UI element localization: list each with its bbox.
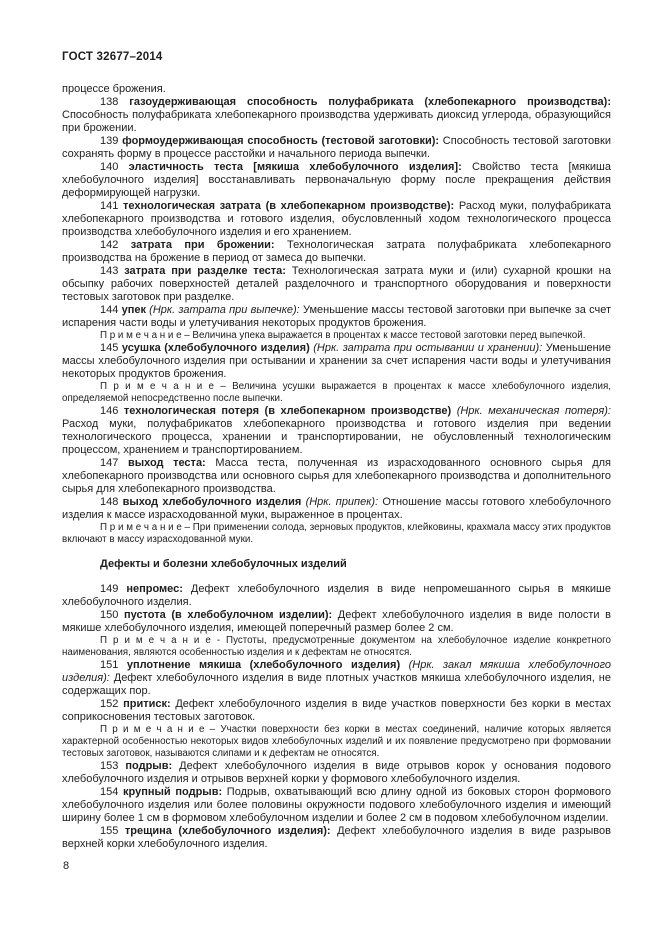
body-text: Масса теста, полученная из израсходованного основного сырья для хлебопекарного производства или основного сырья для хлебопекарного производства и дополнительного сырья для хлебопекарного производства. xyxy=(62,457,611,495)
term-paragraph xyxy=(62,609,611,635)
body-text: процессе брожения. xyxy=(62,83,166,95)
body-text: Дефект хлебобулочного изделия в виде непромешанного сырья в мякише хлебобулочного изделия. xyxy=(62,583,611,608)
term-label: упек xyxy=(121,304,146,316)
term-paragraph xyxy=(62,496,611,522)
body-text: Свойство теста [мякиша хлебобулочного изделия] восстанавливать первоначальную форму после прекращения действия деформирующей нагрузки. xyxy=(62,161,611,199)
body-text: 155 xyxy=(100,825,125,837)
body-text: Технологическая затрата полуфабриката хлебопекарного производства на брожение в период от замеса до выпечки. xyxy=(62,239,611,264)
body-text: Расход муки, полуфабриката хлебопекарного производства и готового изделия, обусловленный ходом технологического процесса производства хлебобулочного изделия и его хранением. xyxy=(62,200,611,238)
deprecated-synonym: (Нрк. закал мякиша хлебобулочного изделия): xyxy=(62,659,611,684)
body-text: 150 xyxy=(100,609,124,621)
term-label: выход хлебобулочного изделия xyxy=(122,496,302,508)
body-text: П р и м е ч а н и е – При применении солода, зерновых продуктов, клейковины, крахмала массу этих продуктов включают в массу израсходованной муки. xyxy=(62,522,611,545)
term-label: затрата при брожении: xyxy=(130,239,275,251)
term-label: формоудерживающая способность (тестовой заготовки): xyxy=(122,135,440,147)
body-text: П р и м е ч а н и е – Величина упека выражается в процентах к массе тестовой заготовки перед выпечкой. xyxy=(100,330,586,341)
body-text: 153 xyxy=(100,760,126,772)
note-paragraph xyxy=(62,724,611,760)
section-heading xyxy=(62,558,611,571)
term-paragraph xyxy=(62,659,611,698)
body-text: Расход муки, полуфабрикатов хлебопекарного производства и готового изделия при ведении технологического процесса, хранении и транспортировании, не обусловленный технологическим процессом, хранением и транспортированием. xyxy=(62,418,611,456)
term-label: подрыв: xyxy=(125,760,173,772)
term-paragraph xyxy=(62,342,611,381)
body-text: Дефект хлебобулочного изделия в виде участков поверхности без корки в местах соприкосновения тестовых заготовок. xyxy=(62,698,611,723)
body-text: 143 xyxy=(100,265,125,277)
body-text: Отношение массы готового хлебобулочного изделия к массе израсходованной муки, выраженное в процентах. xyxy=(62,496,611,521)
term-paragraph xyxy=(62,825,611,851)
body-text: Способность тестовой заготовки сохранять форму в процессе расстойки и начального периода выпечки. xyxy=(62,135,611,160)
body-text: П р и м е ч а н и е - Пустоты, предусмотренные документом на хлебобулочное изделие конкретного наименования, являются особенностью изделия и к дефектам не относятся. xyxy=(62,635,611,658)
body-text: 138 xyxy=(100,96,130,108)
note-paragraph xyxy=(62,381,611,405)
body-text: 149 xyxy=(100,583,127,595)
term-paragraph xyxy=(62,135,611,161)
term-paragraph xyxy=(62,96,611,135)
term-paragraph xyxy=(62,457,611,496)
term-label: уплотнение мякиша (хлебобулочного изделия) xyxy=(126,659,401,671)
body-text: 139 xyxy=(100,135,123,147)
running-header-standard-code: ГОСТ 32677–2014 xyxy=(62,51,163,63)
deprecated-synonym: (Нрк. затрата при выпечке): xyxy=(145,304,300,316)
term-paragraph xyxy=(62,161,611,200)
term-paragraph xyxy=(62,698,611,724)
body-text: 154 xyxy=(100,786,124,798)
body-text: 142 xyxy=(100,239,131,251)
body-text: Уменьшение массы хлебобулочного изделия при остывании и хранении за счет испарения части воды и улетучивания некоторых продуктов брожения. xyxy=(62,342,611,380)
page-number: 8 xyxy=(63,860,70,872)
body-text: Подрыв, охватывающий всю длину одной из боковых сторон формового хлебобулочного изделия или более половины окружности подового хлебобулочного изделия и имеющий ширину более 1 см в формовом хлебобулочном изделии и более 2 см в подовом хлебобулочном изделии. xyxy=(62,786,611,824)
term-label: выход теста: xyxy=(127,457,206,469)
body-text: 144 xyxy=(100,304,122,316)
deprecated-synonym: (Нрк. механическая потеря): xyxy=(451,405,611,417)
body-text: Дефект хлебобулочного изделия в виде разрывов верхней корки хлебобулочного изделия. xyxy=(62,825,611,850)
body-text: 151 xyxy=(100,659,127,671)
note-paragraph xyxy=(62,522,611,546)
document-content xyxy=(62,83,611,851)
term-label: эластичность теста [мякиша хлебобулочного изделия]: xyxy=(128,161,462,173)
body-text: 141 xyxy=(100,200,124,212)
term-label: технологическая потеря (в хлебопекарном производстве) xyxy=(123,405,452,417)
term-label: притиск: xyxy=(123,698,171,710)
body-text: Технологическая затрата муки и (или) сухарной крошки на обсыпку рабочих поверхностей деталей разделочного и транспортного оборудования и поверхности тестовых заготовок при разделке. xyxy=(62,265,611,303)
term-paragraph xyxy=(62,786,611,825)
note-paragraph xyxy=(62,635,611,659)
term-label: Дефекты и болезни хлебобулочных изделий xyxy=(100,558,347,570)
body-text: 146 xyxy=(100,405,124,417)
body-text: 152 xyxy=(100,698,124,710)
body-text: Дефект хлебобулочного изделия в виде полости в мякише хлебобулочного изделия, имеющей поперечный размер более 2 см. xyxy=(62,609,611,634)
term-label: газоудерживающая способность полуфабриката (хлебопекарного производства): xyxy=(129,96,611,108)
body-text: П р и м е ч а н и е – Участки поверхности без корки в местах соединений, наличие которых является характерной особенностью некоторых видов хлебобулочных изделий и их появление предусмотрено при формовании тестовых заготовок, называются слипами и к дефектам не относятся. xyxy=(62,724,611,759)
body-text: 148 xyxy=(100,496,123,508)
body-text: 140 xyxy=(100,161,129,173)
note-paragraph xyxy=(62,330,611,342)
term-paragraph xyxy=(62,265,611,304)
term-label: крупный подрыв: xyxy=(123,786,223,798)
term-paragraph xyxy=(62,405,611,457)
term-label: затрата при разделке теста: xyxy=(124,265,286,277)
body-text: 145 xyxy=(100,342,122,354)
term-label: трещина (хлебобулочного изделия): xyxy=(124,825,331,837)
body-text: Дефект хлебобулочного изделия в виде плотных участков мякиша хлебобулочного изделия, не содержащих пор. xyxy=(62,672,611,697)
term-paragraph xyxy=(62,583,611,609)
term-label: технологическая затрата (в хлебопекарном производстве): xyxy=(123,200,455,212)
term-label: непромес: xyxy=(126,583,183,595)
body-text: Дефект хлебобулочного изделия в виде отрывов корок у основания подового хлебобулочного изделия и отрывов верхней корки у формового хлебобулочного изделия. xyxy=(62,760,611,785)
body-text: Способность полуфабриката хлебопекарного производства удерживать диоксид углерода, образующийся при брожении. xyxy=(62,109,611,134)
deprecated-synonym: (Нрк. припек): xyxy=(301,496,379,508)
body-text: П р и м е ч а н и е – Величина усушки выражается в процентах к массе хлебобулочного изделия, определяемой непосредственно после выпечки. xyxy=(62,381,611,404)
term-label: пустота (в хлебобулочном изделии): xyxy=(123,609,333,621)
body-text: 147 xyxy=(100,457,128,469)
term-paragraph xyxy=(62,304,611,330)
deprecated-synonym: (Нрк. затрата при остывании и хранении): xyxy=(309,342,543,354)
continuation-paragraph xyxy=(62,83,611,96)
term-label: усушка (хлебобулочного изделия) xyxy=(121,342,310,354)
term-paragraph xyxy=(62,760,611,786)
body-text: Уменьшение массы тестовой заготовки при выпечке за счет испарения части воды и улетучивания некоторых продуктов брожения. xyxy=(62,304,611,329)
term-paragraph xyxy=(62,239,611,265)
term-paragraph xyxy=(62,200,611,239)
